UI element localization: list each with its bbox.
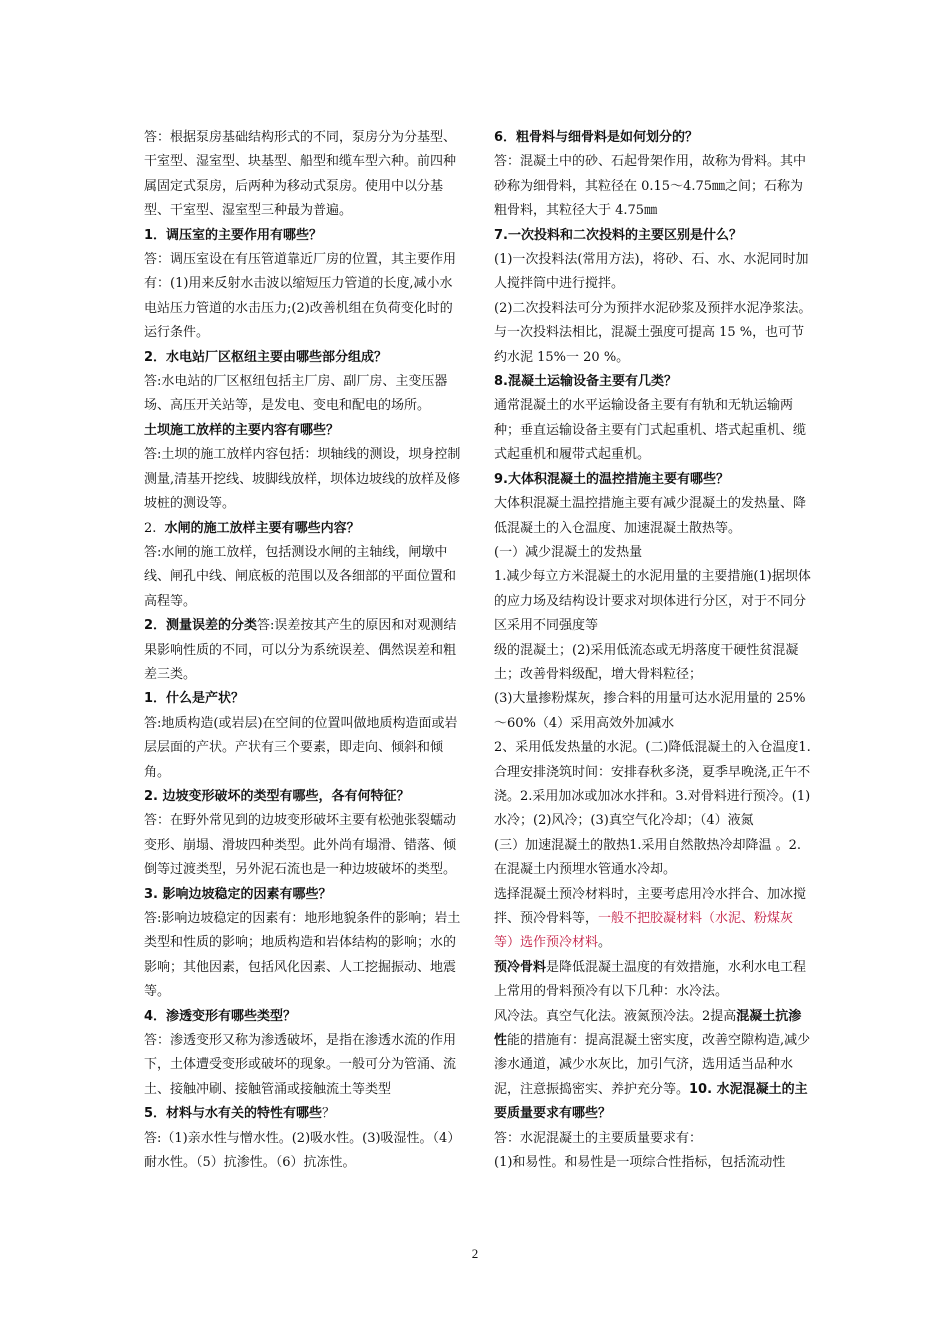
bold-term: 混凝土抗渗性 [494,1008,802,1049]
answer-paragraph [494,1005,812,1127]
question-mark: ？ [322,1106,336,1122]
answer-text: 选择混凝土预冷材料时，主要考虑用冷水拌合、加冰搅拌、预冷骨料等， [494,886,807,926]
question-text: 10. 水泥混凝土的主要质量要求有哪些？ [494,1081,808,1122]
answer-paragraph [494,883,812,956]
question-heading: 1．什么是产状？ [144,691,245,707]
answer-paragraph: 1.减少每立方米混凝土的水泥用量的主要措施(1)据坝体的应力场及结构设计要求对坝体进行分区，对于不同分区采用不同强度等 [494,569,811,634]
question-heading: 2. 边坡变形破坏的类型有哪些，各有何特征？ [144,788,410,804]
answer-paragraph: (3)大量掺粉煤灰，掺合料的用量可达水泥用量的 25% ～60%（4）采用高效外加减水 [494,691,806,731]
question-text: 5．材料与水有关的特性有哪些 [144,1106,323,1122]
bold-term: 预冷骨料 [494,959,547,975]
answer-paragraph: (三）加速混凝土的散热1.采用自然散热冷却降温 。2.在混凝土内预埋水管通水冷却。 [494,837,802,878]
answer-paragraph: 答：根据泵房基础结构形式的不同，泵房分为分基型、干室型、湿室型、块基型、船型和缆车型六种。前四种属固定式泵房，后两种为移动式泵房。使用中以分基型、干室型、湿室型三种最为普遍。 [144,130,457,219]
question-heading [144,1102,462,1126]
answer-text: 答:误差按其产生的原因和对观测结果影响性质的不同，可以分为系统误差、偶然误差和粗差三类。 [144,618,457,682]
answer-paragraph [494,956,812,1005]
question-heading: 6．粗骨料与细骨料是如何划分的？ [494,130,699,145]
question-text: 2．测量误差的分类 [144,618,258,634]
question-heading: 8.混凝土运输设备主要有几类？ [494,374,677,390]
question-heading: 2．水电站厂区枢纽主要由哪些部分组成？ [144,349,388,365]
answer-text: 能的措施有：提高混凝土密实度，改善空隙构造,减少渗水通道，减少水灰比，加引气济，选用适当品种水泥，注意振捣密实、养护充分等。 [494,1033,811,1097]
question-number: 2. [144,520,157,536]
question-heading: 4．渗透变形有哪些类型？ [144,1008,297,1024]
answer-paragraph: 2、采用低发热量的水泥。(二)降低混凝土的入仓温度1.合理安排浇筑时间：安排春秋多浇，夏季早晚浇,正午不浇。2.采用加冰或加冰水拌和。3.对骨料进行预冷。(1)水冷；(2)风冷；(3)真空气化冷却；（4）液氮 [494,740,811,829]
question-heading: 土坝施工放样的主要内容有哪些？ [144,422,340,438]
answer-paragraph: 答：在野外常见到的边坡变形破坏主要有松弛张裂蠕动变形、崩塌、滑坡四种类型。此外尚有塌滑、错落、倾倒等过渡类型，另外泥石流也是一种边坡破坏的类型。 [144,813,457,878]
question-heading: 1．调压室的主要作用有哪些？ [144,227,323,243]
answer-paragraph: 答:地质构造(或岩层)在空间的位置叫做地质构造面或岩层层面的产状。产状有三个要素，即走向、倾斜和倾角。 [144,715,458,780]
answer-paragraph: (2)二次投料法可分为预拌水泥砂浆及预拌水泥净浆法。与一次投料法相比，混凝土强度可提高 15 %，也可节约水泥 15%一 20 %。 [494,300,812,365]
highlighted-note: 一般不把胶凝材料（水泥、粉煤灰等）选作预冷材料 [494,911,794,951]
answer-paragraph: 大体积混凝土温控措施主要有减少混凝土的发热量、降低混凝土的入仓温度、加速混凝土散热等。 [494,496,807,536]
question-heading: 7.一次投料和二次投料的主要区别是什么？ [494,227,742,243]
question-heading: 3. 影响边坡稳定的因素有哪些？ [144,886,332,902]
question-text: 水闸的施工放样主要有哪些内容？ [164,520,360,536]
answer-paragraph: 答：调压室设在有压管道靠近厂房的位置，其主要作用有：(1)用来反射水击波以缩短压力管道的长度,减小水电站压力管道的水击压力;(2)改善机组在负荷变化时的运行条件。 [144,252,457,341]
page-number: 2 [471,1246,479,1261]
answer-paragraph: (1)和易性。和易性是一项综合性指标，包括流动性 [494,1155,786,1171]
question-heading [144,614,462,687]
sub-heading: (一）减少混凝土的发热量 [494,544,643,560]
answer-paragraph: 答:水闸的施工放样，包括测设水闸的主轴线，闸墩中线、闸孔中线、闸底板的范围以及各细部的平面位置和高程等。 [144,544,457,609]
answer-paragraph: 级的混凝土；(2)采用低流态或无坍落度干硬性贫混凝土；改善骨料级配，增大骨料粒径； [494,642,799,682]
answer-paragraph: 答：水泥混凝土的主要质量要求有： [494,1130,703,1146]
answer-paragraph: 通常混凝土的水平运输设备主要有有轨和无轨运输两种；垂直运输设备主要有门式起重机、塔式起重机、缆式起重机和履带式起重机。 [494,398,807,463]
answer-text: 。 [598,935,612,951]
question-heading [144,517,462,541]
left-column [144,126,462,1175]
question-heading: 9.大体积混凝土的温控措施主要有哪些？ [494,471,729,487]
right-column [494,126,812,1175]
answer-paragraph: 答:（1)亲水性与憎水性。(2)吸水性。(3)吸湿性。（4）耐水性。（5）抗渗性。（6）抗冻性。 [144,1130,461,1171]
answer-paragraph: (1)一次投料法(常用方法)，将砂、石、水、水泥同时加人搅拌筒中进行搅拌。 [494,252,809,292]
answer-paragraph: 答:影响边坡稳定的因素有：地形地貌条件的影响；岩土类型和性质的影响；地质构造和岩体结构的影响；水的影响；其他因素，包括风化因素、人工挖掘振动、地震等。 [144,911,461,1000]
answer-paragraph: 答：混凝土中的砂、石起骨架作用，故称为骨料。其中砂称为细骨料，其粒径在 0.15～4.75㎜之间；石称为粗骨料，其粒径大于 4.75㎜ [494,154,807,219]
answer-paragraph: 答:土坝的施工放样内容包括：坝轴线的测设，坝身控制测量,清基开挖线、坡脚线放样，坝体边坡线的放样及修坡桩的测设等。 [144,447,461,512]
answer-paragraph: 答:水电站的厂区枢纽包括主厂房、副厂房、主变压器场、高压开关站等，是发电、变电和配电的场所。 [144,374,448,414]
answer-text: 是降低混凝土温度的有效措施，水利水电工程上常用的骨料预冷有以下几种：水冷法。 [494,959,807,1000]
answer-text: 风冷法。真空气化法。液氮预冷法。2提高 [494,1008,737,1024]
answer-paragraph: 答：渗透变形又称为渗透破坏，是指在渗透水流的作用下，土体遭受变形或破坏的现象。一般可分为管涌、流土、接触冲刷、接触管涌或接触流土等类型 [144,1033,457,1097]
